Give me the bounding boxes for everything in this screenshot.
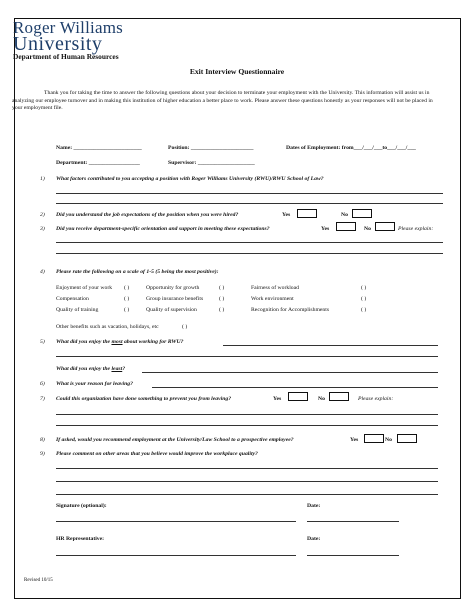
- q2-text: Did you understand the job expectations of the position when you were hired?: [56, 212, 239, 218]
- rating-label: Recognition for Accomplishments: [251, 307, 330, 313]
- rating-input[interactable]: ( ): [361, 285, 367, 291]
- q3-no-checkbox[interactable]: [375, 222, 395, 231]
- q3-yes-label: Yes: [321, 226, 330, 232]
- rating-input[interactable]: ( ): [124, 285, 130, 291]
- rating-label: Quality of training: [56, 307, 99, 313]
- q8-yes-checkbox[interactable]: [364, 434, 384, 443]
- q5b-answer-line[interactable]: [142, 372, 438, 373]
- q1-text: What factors contributed to you accepting a position with Roger Williams University (RWU)/RWU School of Law?: [56, 176, 324, 182]
- rating-label: Opportunity for growth: [146, 285, 200, 291]
- logo-line-1: Roger Williams: [13, 18, 123, 37]
- rating-input[interactable]: ( ): [361, 296, 367, 302]
- q7-text: Could this organization have done something to prevent you from leaving?: [56, 396, 232, 402]
- q8-text: If asked, would you recommend employment at the University/Law School to a prospective employee?: [56, 437, 294, 443]
- q6-text: What is your reason for leaving?: [56, 381, 133, 387]
- q5b-text: What did you enjoy the least?: [56, 366, 126, 372]
- employment-dates-field[interactable]: Dates of Employment: from___/___/___to___/___/___: [286, 145, 416, 151]
- rating-input[interactable]: ( ): [219, 307, 225, 313]
- q1-answer-line[interactable]: [56, 193, 443, 194]
- q9-number: 9): [40, 451, 45, 457]
- q9-answer-line[interactable]: [56, 494, 438, 495]
- supervisor-field[interactable]: Supervisor: ____________________: [168, 160, 255, 166]
- rating-label: Enjoyment of your work: [56, 285, 113, 291]
- q2-number: 2): [40, 212, 45, 218]
- q8-no-label: No: [385, 437, 392, 443]
- q2-no-checkbox[interactable]: [352, 209, 372, 218]
- q3-answer-line[interactable]: [56, 253, 443, 254]
- position-field[interactable]: Position: ______________________: [168, 145, 254, 151]
- rating-input[interactable]: ( ): [182, 324, 188, 330]
- rating-input[interactable]: ( ): [124, 296, 130, 302]
- department-heading: Department of Human Resources: [13, 52, 119, 61]
- q2-no-label: No: [341, 212, 348, 218]
- signature-line[interactable]: [56, 521, 296, 522]
- hr-representative-line[interactable]: [56, 555, 296, 556]
- signature-date-line[interactable]: [307, 521, 399, 522]
- rating-input[interactable]: ( ): [361, 307, 367, 313]
- q9-answer-line[interactable]: [56, 468, 438, 469]
- department-field[interactable]: Department: __________________: [56, 160, 140, 166]
- q3-number: 3): [40, 226, 45, 232]
- rating-label: Group insurance benefits: [146, 296, 204, 302]
- q5-text: What did you enjoy the most about working for RWU?: [56, 339, 184, 345]
- rating-label: Quality of supervision: [146, 307, 197, 313]
- q5-number: 5): [40, 339, 45, 345]
- q3-text: Did you receive department-specific orientation and support in meeting these expectations?: [56, 226, 270, 232]
- q8-yes-label: Yes: [350, 437, 359, 443]
- rating-label: Compensation: [56, 296, 89, 302]
- q1-answer-line[interactable]: [56, 203, 443, 204]
- q5-answer-line[interactable]: [223, 345, 438, 346]
- q2-yes-label: Yes: [282, 212, 291, 218]
- signature-date-label: Date:: [307, 503, 321, 509]
- rating-input[interactable]: ( ): [219, 285, 225, 291]
- q7-answer-line[interactable]: [56, 425, 438, 426]
- logo-line-2: University: [13, 33, 103, 55]
- q3-answer-line[interactable]: [56, 242, 443, 243]
- q4-text: Please rate the following on a scale of 1-5 (5 being the most positive):: [56, 269, 219, 275]
- q2-yes-checkbox[interactable]: [297, 209, 317, 218]
- q7-yes-label: Yes: [273, 396, 282, 402]
- hr-date-line[interactable]: [307, 555, 399, 556]
- rating-other-label: Other benefits such as vacation, holidays, etc: [56, 324, 159, 330]
- q6-number: 6): [40, 381, 45, 387]
- intro-paragraph: Thank you for taking the time to answer the following questions about your decision to terminate your employment with the University. This information will assist us in analyzing our employee turnover and in making this institution of higher education a better place to work. Please answer these questions honestly as your responses will not be placed in your employment file.: [12, 90, 433, 111]
- q7-answer-line[interactable]: [56, 414, 438, 415]
- rating-label: Fairness of workload: [251, 285, 300, 291]
- q3-yes-checkbox[interactable]: [336, 222, 356, 231]
- q7-explain-label: Please explain:: [358, 396, 394, 402]
- page-title: Exit Interview Questionnaire: [189, 67, 285, 76]
- q8-no-checkbox[interactable]: [397, 434, 417, 443]
- rating-input[interactable]: ( ): [124, 307, 130, 313]
- signature-label: Signature (optional):: [56, 503, 107, 509]
- q4-number: 4): [40, 269, 45, 275]
- q7-no-label: No: [318, 396, 325, 402]
- revision-note: Revised 10/15: [24, 578, 53, 583]
- hr-representative-label: HR Representative:: [56, 536, 105, 542]
- q3-no-label: No: [364, 226, 371, 232]
- hr-date-label: Date:: [307, 536, 321, 542]
- name-field[interactable]: Name: ________________________: [56, 145, 142, 151]
- q1-number: 1): [40, 176, 45, 182]
- q8-number: 8): [40, 437, 45, 443]
- q7-number: 7): [40, 396, 45, 402]
- q6-answer-line[interactable]: [152, 387, 438, 388]
- q9-text: Please comment on other areas that you believe would improve the workplace quality?: [56, 451, 258, 457]
- q7-no-checkbox[interactable]: [329, 392, 349, 401]
- q3-explain-label: Please explain:: [398, 226, 434, 232]
- rating-label: Work environment: [251, 296, 294, 302]
- q9-answer-line[interactable]: [56, 481, 438, 482]
- q7-yes-checkbox[interactable]: [288, 392, 308, 401]
- rating-input[interactable]: ( ): [219, 296, 225, 302]
- q5-answer-line[interactable]: [56, 356, 438, 357]
